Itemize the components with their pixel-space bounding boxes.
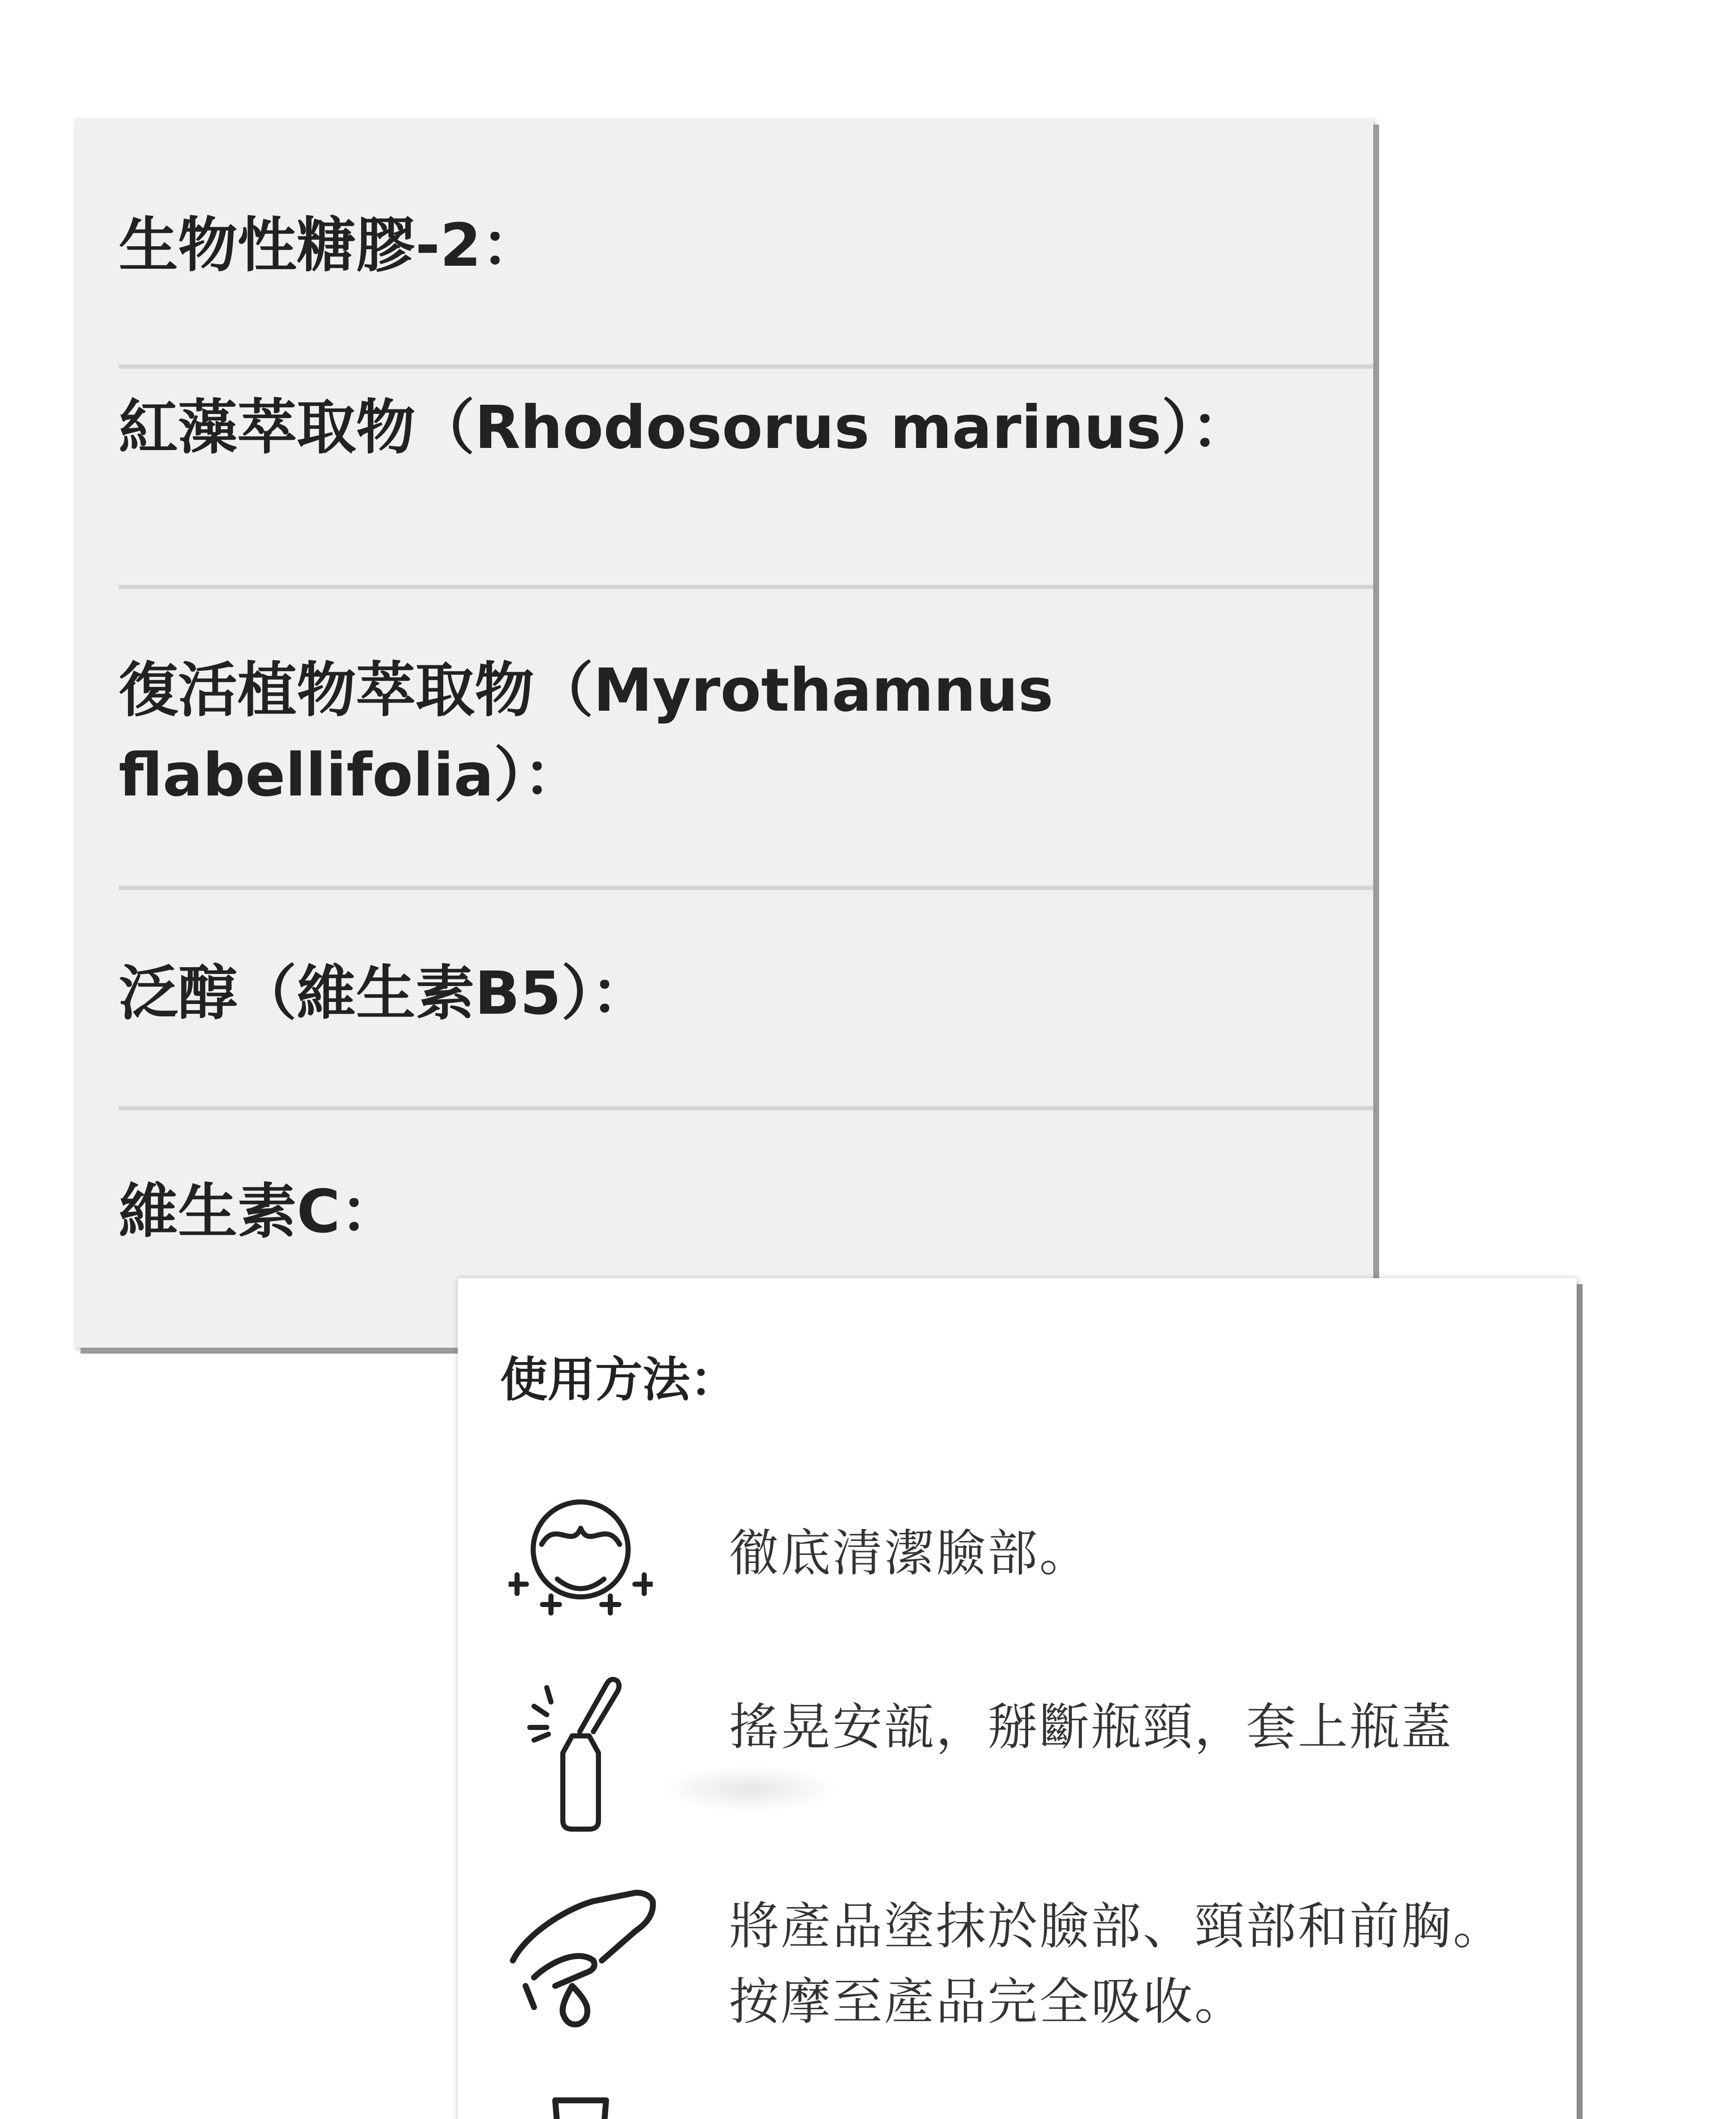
usage-step xyxy=(509,1490,1551,1617)
ingredient-row xyxy=(119,119,1373,369)
usage-card xyxy=(458,1278,1577,2119)
ingredient-label: 復活植物萃取物（Myrothamnus flabellifolia）： xyxy=(119,656,1054,810)
usage-step xyxy=(509,1880,1551,2041)
ingredient-label: 維生素C： xyxy=(119,1177,400,1246)
usage-step-text: 徹底清潔臉部。 xyxy=(729,1524,1091,1582)
ingredient-label: 生物性糖膠-2： xyxy=(119,211,541,280)
usage-step xyxy=(509,2092,1551,2119)
ingredient-row xyxy=(119,890,1373,1110)
faded-text-overlay xyxy=(661,1766,839,1812)
usage-step-text: 將產品塗抹於臉部、頸部和前胸。按摩至產品完全吸收。 xyxy=(729,1897,1505,2031)
ingredient-row xyxy=(119,369,1373,589)
hand-drop-icon xyxy=(509,1880,661,2033)
cream-tube-icon xyxy=(509,2092,653,2119)
ingredients-card xyxy=(75,119,1373,1348)
ingredient-label: 泛醇（維生素B5）： xyxy=(119,959,651,1028)
face-cleanse-icon xyxy=(509,1490,653,1617)
usage-title: 使用方法： xyxy=(500,1352,737,1407)
usage-step-text: 搖晃安瓿，掰斷瓶頸，套上瓶蓋 xyxy=(729,1698,1453,1756)
ingredient-row xyxy=(119,589,1373,890)
usage-step xyxy=(509,1668,1551,1838)
ampoule-snap-icon xyxy=(509,1668,653,1838)
ingredient-label: 紅藻萃取物（Rhodosorus marinus）： xyxy=(119,393,1251,462)
